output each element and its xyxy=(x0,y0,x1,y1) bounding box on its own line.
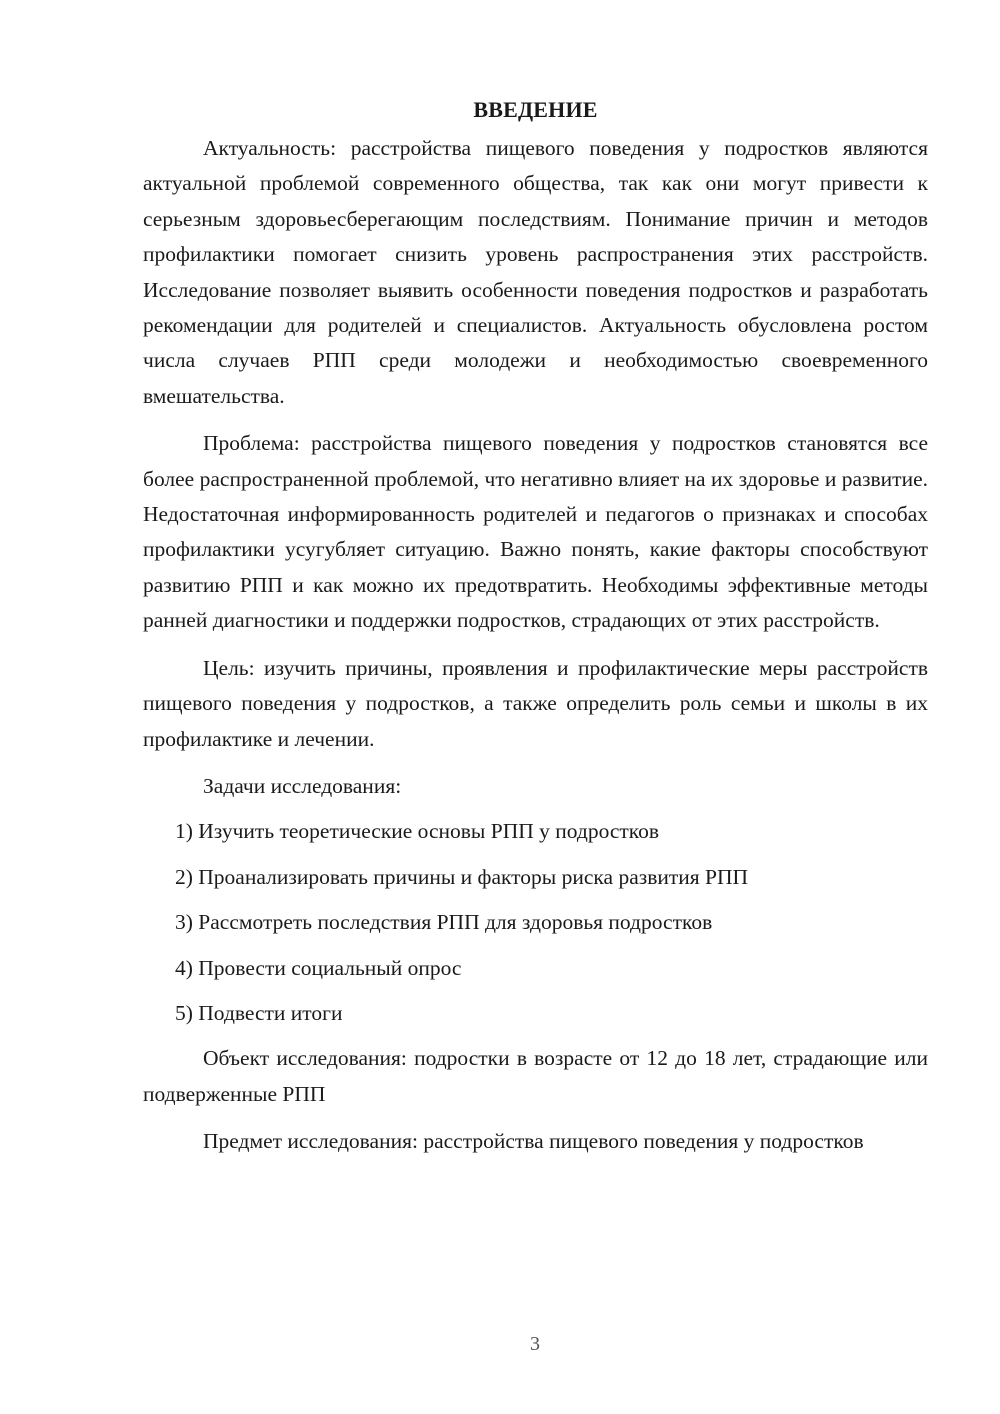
list-item: 2) Проанализировать причины и факторы риска развития РПП xyxy=(175,864,749,889)
paragraph-subject: Предмет исследования: расстройства пищевого поведения у подростков xyxy=(203,1129,864,1154)
paragraph-goal: Цель: изучить причины, проявления и профилактические меры расстройств пищевого поведения у подростков, а также определить роль семьи и школы в их профилактике и лечении. xyxy=(143,655,928,751)
page-title: ВВЕДЕНИЕ xyxy=(473,97,598,122)
list-item: 3) Рассмотреть последствия РПП для здоровья подростков xyxy=(175,910,713,935)
document-page xyxy=(143,92,928,1172)
paragraph-problem: Проблема: расстройства пищевого поведения у подростков становятся все более распространенной проблемой, что негативно влияет на их здоровье и развитие. Недостаточная информированность родителей и педагогов о признаках и способах профилактики усугубляет ситуацию. Важно понять, какие факторы способствуют развитию РПП и как можно их предотвратить. Необходимы эффективные методы ранней диагностики и поддержки подростков, страдающих от этих расстройств. xyxy=(143,431,928,633)
list-item: 5) Подвести итоги xyxy=(175,1000,343,1025)
paragraph-relevance: Актуальность: расстройства пищевого поведения у подростков являются актуальной проблемой современного общества, так как они могут привести к серьезным здоровьесберегающим последствиям. Понимание причин и методов профилактики помогает снизить уровень распространения этих расстройств. Исследование позволяет выявить особенности поведения подростков и разработать рекомендации для родителей и специалистов. Актуальность обусловлена ростом числа случаев РПП среди молодежи и необходимостью своевременного вмешательства. xyxy=(143,136,928,408)
tasks-list xyxy=(143,814,928,1031)
list-item: 4) Провести социальный опрос xyxy=(175,955,462,980)
paragraph-object: Объект исследования: подростки в возрасте от 12 до 18 лет, страдающие или подверженные РПП xyxy=(143,1046,928,1106)
list-item: 1) Изучить теоретические основы РПП у подростков xyxy=(175,819,660,844)
page-number: 3 xyxy=(530,1333,540,1355)
tasks-heading: Задачи исследования: xyxy=(203,773,402,798)
